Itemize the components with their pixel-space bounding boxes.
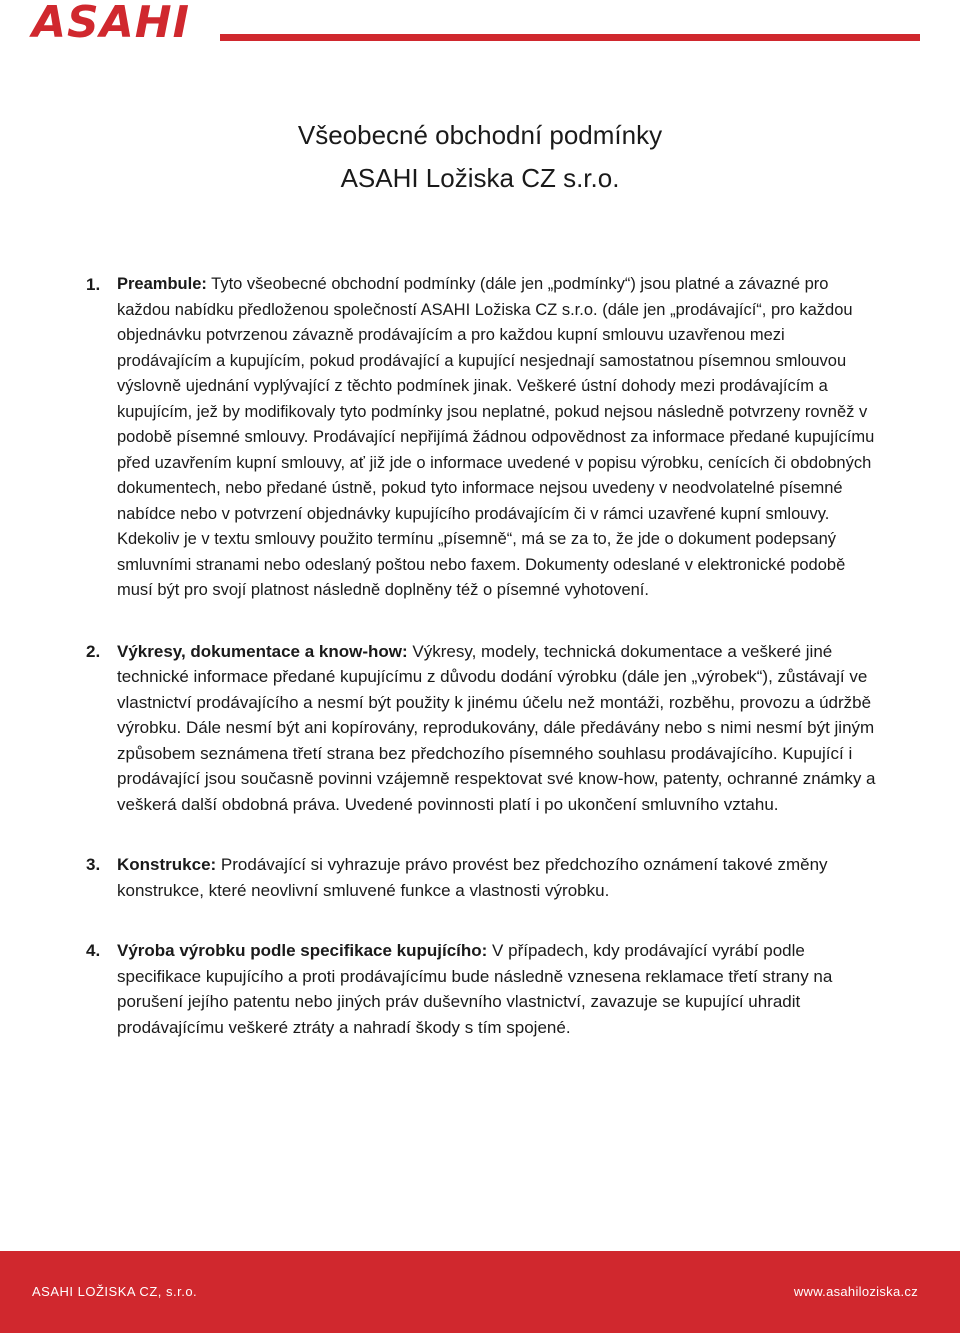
- section-text: Tyto všeobecné obchodní podmínky (dále jen „podmínky“) jsou platné a závazné pro každou nabídku předloženou společností ASAHI Ložiska CZ s.r.o. (dále jen „prodávající“, pro každou objednávku potvrzenou závazně prodávajícím a pro každou kupní smlouvu uzavřenou mezi prodávajícím a kupujícím, pokud prodávající a kupující nesjednají samostatnou písemnou smlouvou výslovně ujednání vyplývající z těchto podmínek jinak. Veškeré ústní dohody mezi prodávajícím a kupujícím, jež by modifikovaly tyto podmínky jsou neplatné, pokud nejsou následně potvrzeny rovněž v podobě písemné smlouvy. Prodávající nepřijímá žádnou odpovědnost za informace předané kupujícímu před uzavřením kupní smlouvy, ať již jde o informace uvedené v popisu výrobku, cenících či obdobných dokumentech, nebo předané ústně, pokud tyto informace nejsou uvedeny v neodvolatelné písemné nabídce nebo v potvrzení objednávky kupujícího prodávajícím či v rámci uzavřené kupní smlouvy. Kdekoliv je v textu smlouvy použito termínu „písemně“, má se za to, že jde o dokument podepsaný smluvními stranami nebo odeslaný poštou nebo faxem. Dokumenty odeslané v elektronické podobě musí být pro svojí platnost následně doplněny též o písemné vyhotovení.: [117, 275, 875, 599]
- section-number: 4.: [86, 941, 101, 960]
- title-line-1: Všeobecné obchodní podmínky: [297, 120, 663, 150]
- section-heading: Výkresy, dokumentace a know-how:: [117, 641, 408, 661]
- section-body: [117, 272, 880, 604]
- asahi-logo: ASAHI: [32, 0, 190, 48]
- section-body: [117, 639, 880, 818]
- header-red-rule: [220, 34, 920, 41]
- section-body: [117, 852, 880, 903]
- section-text: V případech, kdy prodávající vyrábí podle specifikace kupujícího a proti prodávajícímu bude následně vznesena reklamace třetí strany na porušení jejího patentu nebo jiných práv duševního vlastnictví, zavazuje se kupující uhradit prodávajícímu veškeré ztráty a nahradí škody s tím spojené.: [117, 941, 833, 1037]
- footer-company-name: ASAHI LOŽISKA CZ, s.r.o.: [32, 1284, 198, 1299]
- page-footer: [0, 1251, 960, 1333]
- document-title: [0, 114, 960, 200]
- section-drawings-know-how: [80, 639, 880, 818]
- terms-sections: [80, 272, 880, 1075]
- section-heading: Konstrukce:: [117, 855, 217, 874]
- section-construction: [80, 852, 880, 903]
- title-line-2: ASAHI Ložiska CZ s.r.o.: [340, 163, 620, 193]
- section-customer-specification: [80, 938, 880, 1040]
- section-heading: Preambule:: [117, 275, 207, 293]
- section-number: 3.: [86, 855, 101, 874]
- section-number: 1.: [86, 275, 101, 294]
- footer-website: www.asahiloziska.cz: [793, 1284, 918, 1299]
- section-body: [117, 938, 880, 1040]
- section-text: Prodávající si vyhrazuje právo provést bez předchozího oznámení takové změny konstrukce, které neovlivní smluvené funkce a vlastnosti výrobku.: [117, 855, 828, 900]
- section-text: Výkresy, modely, technická dokumentace a veškeré jiné technické informace předané kupujícímu z důvodu dodání výrobku (dále jen „výrobek“), zůstávají ve vlastnictví prodávajícího a nesmí být použity k jinému účelu než montáži, rozběhu, provozu a údržbě výrobku. Dále nesmí být ani kopírovány, reprodukovány, dále předávány nebo s nimi nesmí být jiným způsobem seznámena třetí strana bez předchozího písemného souhlasu prodávajícího. Kupující i prodávající jsou současně povinni vzájemně respektovat své know-how, patenty, ochranné známky a veškerá další obdobná práva. Uvedené povinnosti platí i po ukončení smluvního vztahu.: [117, 641, 876, 814]
- section-preamble: [80, 272, 880, 604]
- section-heading: Výroba výrobku podle specifikace kupujícího:: [117, 941, 488, 960]
- section-number: 2.: [86, 641, 101, 661]
- page-header: [0, 0, 960, 60]
